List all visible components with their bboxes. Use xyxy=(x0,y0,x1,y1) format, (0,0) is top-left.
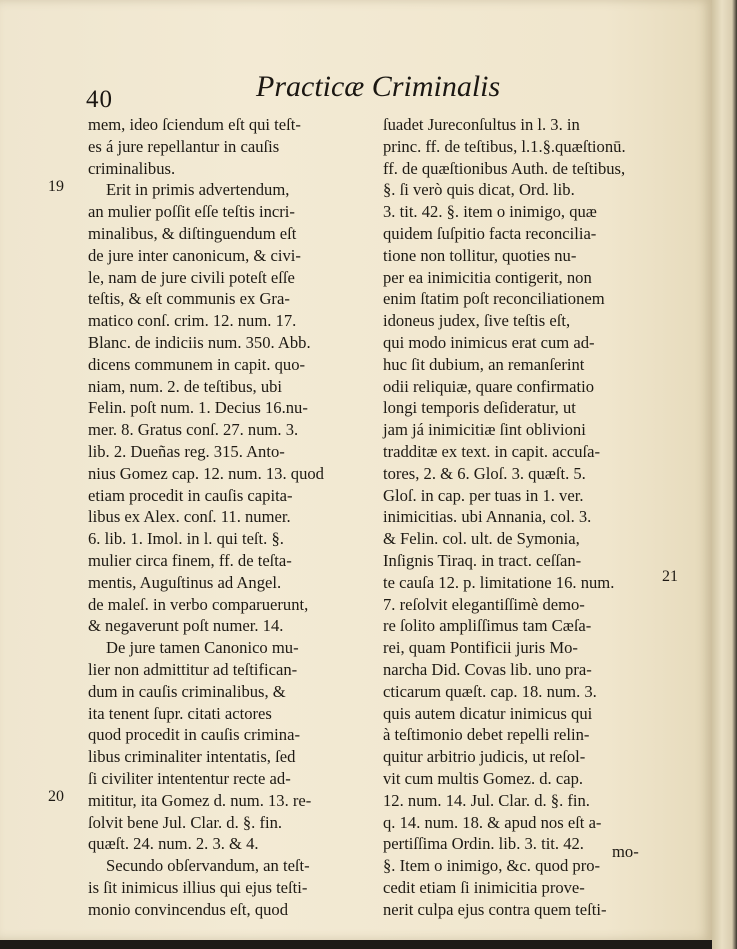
text-line: narcha Did. Covas lib. uno pra- xyxy=(383,659,592,679)
text-line: de maleſ. in verbo comparuerunt, xyxy=(88,594,309,614)
text-line: §. ſi verò quis dicat, Ord. lib. xyxy=(383,180,575,200)
text-line: 3. tit. 42. §. item o inimigo, quæ xyxy=(383,202,597,222)
text-line: tione non tollitur, quoties nu- xyxy=(383,245,577,265)
text-line: 7. reſolvit elegantiſſimè demo- xyxy=(383,594,585,614)
text-line: cedit etiam ſi inimicitia prove- xyxy=(383,877,585,897)
running-title: Practicæ Criminalis xyxy=(256,70,501,103)
text-line: Gloſ. in cap. per tuas in 1. ver. xyxy=(383,485,584,505)
text-line: nerit culpa ejus contra quem teſti- xyxy=(383,899,607,919)
text-line: is ſit inimicus illius qui ejus teſti- xyxy=(88,877,308,897)
text-line: quod procedit in cauſis crimina- xyxy=(88,725,300,745)
text-line: mulier circa finem, ff. de teſta- xyxy=(88,550,292,570)
text-line: jam já inimicitiæ ſint oblivioni xyxy=(383,420,586,440)
text-line: le, nam de jure civili poteſt eſſe xyxy=(88,267,295,287)
text-line: inimicitias. ubi Annania, col. 3. xyxy=(383,507,592,527)
text-line: §. Item o inimigo, &c. quod pro- xyxy=(383,856,601,876)
right-text-column xyxy=(383,114,657,920)
text-line: monio convincendus eſt, quod xyxy=(88,899,289,919)
text-line: longi temporis deſideratur, ut xyxy=(383,398,576,418)
text-line: De jure tamen Canonico mu- xyxy=(106,638,299,658)
text-line: q. 14. num. 18. & apud nos eſt a- xyxy=(383,812,602,832)
page-number: 40 xyxy=(86,86,113,113)
text-line: teſtis, & eſt communis ex Gra- xyxy=(88,289,290,309)
text-line: mem, ideo ſciendum eſt qui teſt- xyxy=(88,115,301,134)
text-line: huc ſit dubium, an remanſerint xyxy=(383,354,585,374)
text-line: per ea inimicitia contigerit, non xyxy=(383,267,592,287)
text-line: tores, 2. & 6. Gloſ. 3. quæſt. 5. xyxy=(383,463,586,483)
left-text-column xyxy=(88,114,364,920)
text-line: lib. 2. Dueñas reg. 315. Anto- xyxy=(88,441,285,461)
catchword: mo- xyxy=(612,842,639,861)
text-line: 12. num. 14. Jul. Clar. d. §. fin. xyxy=(383,790,590,810)
text-line: niam, num. 2. de teſtibus, ubi xyxy=(88,376,283,396)
text-line: de jure inter canonicum, & civi- xyxy=(88,245,301,265)
text-line: princ. ff. de teſtibus, l.1.§.quæſtionū. xyxy=(383,136,626,156)
text-line: nius Gomez cap. 12. num. 13. quod xyxy=(88,463,324,483)
text-line: dicens communem in capit. quo- xyxy=(88,354,306,374)
text-line: ſolvit bene Jul. Clar. d. §. fin. xyxy=(88,812,283,832)
text-line: à teſtimonio debet repelli relin- xyxy=(383,725,590,745)
text-line: ſuadet Jureconſultus in l. 3. in xyxy=(383,115,580,134)
text-line: Erit in primis advertendum, xyxy=(106,180,290,200)
text-line: rei, quam Pontificii juris Mo- xyxy=(383,638,578,658)
text-line: lier non admittitur ad teſtifican- xyxy=(88,659,298,679)
text-line: ſi civiliter intententur recte ad- xyxy=(88,768,291,788)
text-line: dum in cauſis criminalibus, & xyxy=(88,681,286,701)
margin-number-20: 20 xyxy=(48,788,64,805)
text-line: quis autem dicatur inimicus qui xyxy=(383,703,593,723)
margin-number-19: 19 xyxy=(48,178,64,195)
text-line: libus criminaliter intentatis, ſed xyxy=(88,747,296,767)
text-line: etiam procedit in cauſis capita- xyxy=(88,485,293,505)
text-line: Inſignis Tiraq. in tract. ceſſan- xyxy=(383,550,582,570)
text-line: te cauſa 12. p. limitatione 16. num. xyxy=(383,572,615,592)
text-line: quidem ſuſpitio facta reconcilia- xyxy=(383,223,597,243)
text-line: idoneus judex, ſive teſtis eſt, xyxy=(383,311,571,331)
text-line: ita tenent ſupr. citati actores xyxy=(88,703,272,723)
text-line: Blanc. de indiciis num. 350. Abb. xyxy=(88,332,311,352)
text-line: Secundo obſervandum, an teſt- xyxy=(106,856,310,876)
text-line: & negaverunt poſt numer. 14. xyxy=(88,616,284,636)
text-line: odii reliquiæ, quare confirmatio xyxy=(383,376,595,396)
text-line: qui modo inimicus erat cum ad- xyxy=(383,332,595,352)
text-line: an mulier poſſit eſſe teſtis incri- xyxy=(88,202,295,222)
text-line: pertiſſima Ordin. lib. 3. tit. 42. xyxy=(383,834,584,854)
text-line: Felin. poſt num. 1. Decius 16.nu- xyxy=(88,398,308,418)
text-line: es á jure repellantur in cauſis xyxy=(88,136,280,156)
text-line: quitur arbitrio judicis, ut reſol- xyxy=(383,747,586,767)
text-line: mentis, Auguſtinus ad Angel. xyxy=(88,572,282,592)
text-line: quæſt. 24. num. 2. 3. & 4. xyxy=(88,834,259,854)
text-line: mer. 8. Gratus conſ. 27. num. 3. xyxy=(88,420,299,440)
margin-number-21: 21 xyxy=(662,568,678,585)
text-line: matico conſ. crim. 12. num. 17. xyxy=(88,311,297,331)
text-line: minalibus, & diſtinguendum eſt xyxy=(88,223,297,243)
text-line: mititur, ita Gomez d. num. 13. re- xyxy=(88,790,312,810)
page-edge xyxy=(712,0,737,949)
text-line: libus ex Alex. conſ. 11. numer. xyxy=(88,507,291,527)
text-line: & Felin. col. ult. de Symonia, xyxy=(383,529,580,549)
text-line: enim ſtatim poſt reconciliationem xyxy=(383,289,605,309)
text-line: criminalibus. xyxy=(88,158,176,178)
text-line: ff. de quæſtionibus Auth. de teſtibus, xyxy=(383,158,626,178)
text-line: re ſolito ampliſſimus tam Cæſa- xyxy=(383,616,592,636)
text-line: 6. lib. 1. Imol. in l. qui teſt. §. xyxy=(88,529,284,549)
text-line: cticarum quæſt. cap. 18. num. 3. xyxy=(383,681,597,701)
text-line: tradditæ ex text. in capit. accuſa- xyxy=(383,441,601,461)
text-line: vit cum multis Gomez. d. cap. xyxy=(383,768,584,788)
